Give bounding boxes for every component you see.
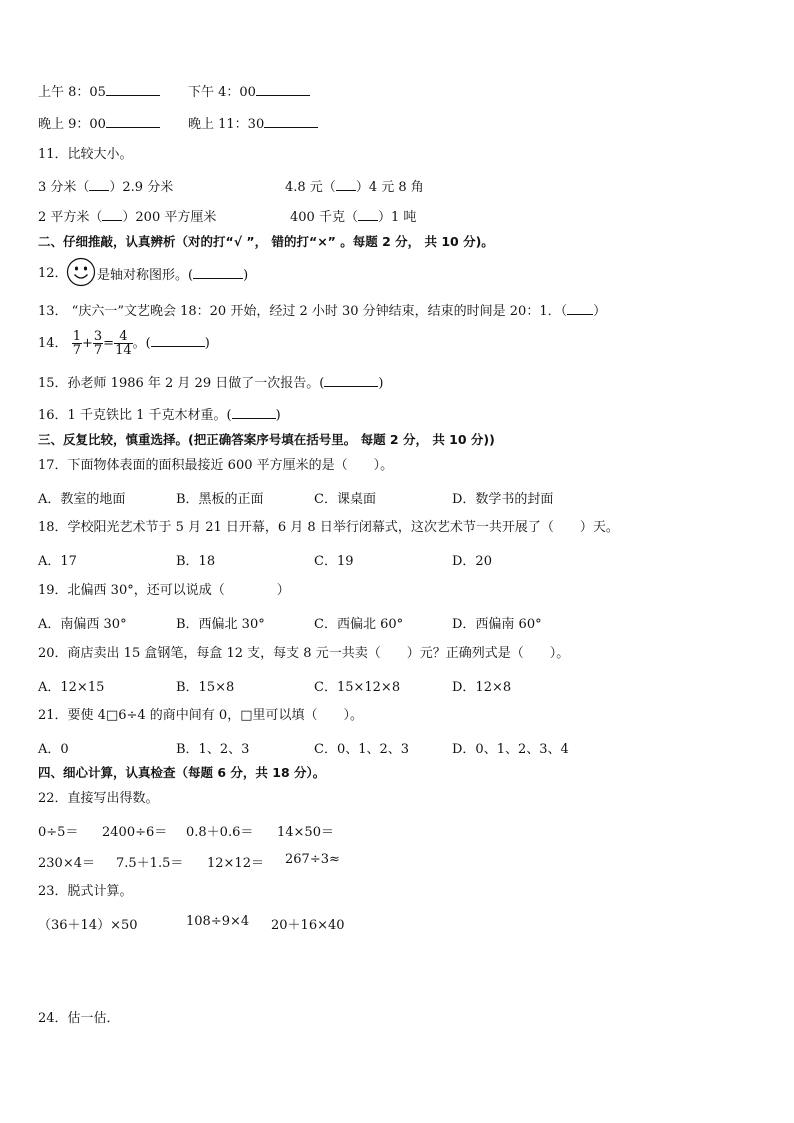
q18-option-c[interactable]: C．19 — [314, 554, 354, 569]
answer-blank[interactable] — [232, 405, 276, 419]
time-row-2 — [38, 114, 160, 134]
q22-item: 7.5＋1.5＝ — [116, 856, 184, 871]
q12-num: 12． — [38, 266, 68, 281]
q22-title: 22．直接写出得数。 — [38, 791, 159, 806]
answer-blank[interactable] — [151, 333, 205, 347]
time-night9-label: 晚上 9：00 — [38, 117, 106, 132]
time-night11-item — [188, 114, 318, 134]
q21-option-d[interactable]: D．0、1、2、3、4 — [452, 742, 569, 757]
q18-option-d[interactable]: D．20 — [452, 554, 492, 569]
q21-option-b[interactable]: B．1、2、3 — [176, 742, 250, 757]
section-3-heading: 三、反复比较，慎重选择。(把正确答案序号填在括号里。 每题 2 分， 共 10 分)) — [38, 432, 495, 447]
time-pm-label: 下午 4：00 — [188, 85, 256, 100]
q22-item: 267÷3≈ — [285, 852, 340, 867]
q22-item: 2400÷6＝ — [102, 825, 168, 840]
time-night11-label: 晚上 11：30 — [188, 117, 265, 132]
q19-option-c[interactable]: C．西偏北 60° — [314, 617, 404, 632]
q17-option-c[interactable]: C．课桌面 — [314, 492, 376, 507]
time-row-1 — [38, 82, 160, 102]
q19-option-b[interactable]: B．西偏北 30° — [176, 617, 265, 632]
q23-item: 20＋16×40 — [271, 918, 345, 933]
smiley-face-icon — [66, 257, 96, 287]
q14-line: 14． $\frac{1}{7}$ + $\frac{3}{7}$ = $\frac{4}{14}$ 。( ) — [38, 329, 210, 358]
q20-option-a[interactable]: A．12×15 — [38, 680, 105, 695]
q23-item: （36＋14）×50 — [38, 918, 138, 933]
answer-blank[interactable] — [106, 114, 160, 128]
q20-option-d[interactable]: D．12×8 — [452, 680, 512, 695]
answer-blank[interactable] — [256, 82, 310, 96]
q11-row2-b: 400 千克（ ）1 吨 — [290, 207, 416, 227]
answer-blank[interactable] — [358, 207, 378, 221]
q11-row1-b: 4.8 元（ ）4 元 8 角 — [285, 177, 424, 197]
answer-blank[interactable] — [193, 265, 243, 279]
q22-item: 12×12＝ — [207, 856, 264, 871]
answer-blank[interactable] — [106, 82, 160, 96]
q22-item: 230×4＝ — [38, 856, 95, 871]
q11-row2-a: 2 平方米（ ）200 平方厘米 — [38, 207, 216, 227]
q18-option-a[interactable]: A．17 — [38, 554, 77, 569]
fraction-3-7: $\frac{3}{7}$ — [93, 329, 103, 358]
q21-option-c[interactable]: C．0、1、2、3 — [314, 742, 410, 757]
q16-line: 16．1 千克铁比 1 千克木材重。( ) — [38, 405, 281, 425]
answer-blank[interactable] — [89, 177, 109, 191]
section-2-heading: 二、仔细推敲，认真辨析（对的打“√ ”， 错的打“×” 。每题 2 分， 共 10 分)。 — [38, 234, 494, 249]
q19-option-a[interactable]: A．南偏西 30° — [38, 617, 127, 632]
q20-stem: 20．商店卖出 15 盒钢笔，每盒 12 支，每支 8 元一共卖（ ）元？正确列式是（ ）。 — [38, 646, 570, 661]
q22-item: 14×50＝ — [277, 825, 334, 840]
q15-line: 15．孙老师 1986 年 2 月 29 日做了一次报告。( ) — [38, 373, 383, 393]
q12-text: 是轴对称图形。( ) — [97, 265, 248, 285]
q17-stem: 17．下面物体表面的面积最接近 600 平方厘米的是（ ）。 — [38, 458, 394, 473]
answer-blank[interactable] — [336, 177, 356, 191]
q21-stem: 21．要使 4□6÷4 的商中间有 0，□里可以填（ ）。 — [38, 708, 363, 723]
q17-option-b[interactable]: B．黑板的正面 — [176, 492, 264, 507]
q20-option-b[interactable]: B．15×8 — [176, 680, 235, 695]
time-pm-item — [188, 82, 310, 102]
fraction-1-7: $\frac{1}{7}$ — [72, 329, 81, 358]
q17-option-a[interactable]: A．教室的地面 — [38, 492, 126, 507]
q19-stem: 19．北偏西 30°，还可以说成（ ） — [38, 583, 290, 598]
q24-title: 24．估一估． — [38, 1011, 120, 1026]
q18-option-b[interactable]: B．18 — [176, 554, 216, 569]
section-4-heading: 四、细心计算，认真检查（每题 6 分，共 18 分）。 — [38, 765, 326, 780]
q20-option-c[interactable]: C．15×12×8 — [314, 680, 401, 695]
q22-item: 0.8＋0.6＝ — [186, 825, 254, 840]
fraction-4-14: $\frac{4}{14}$ — [115, 329, 132, 358]
answer-blank[interactable] — [567, 301, 593, 315]
q18-stem: 18．学校阳光艺术节于 5 月 21 日开幕，6 月 8 日举行闭幕式，这次艺术节一共开展了（ ）天。 — [38, 520, 619, 535]
answer-blank[interactable] — [324, 373, 378, 387]
q22-item: 0÷5＝ — [38, 825, 79, 840]
answer-blank[interactable] — [264, 114, 318, 128]
time-am-label: 上午 8：05 — [38, 85, 106, 100]
q19-option-d[interactable]: D．西偏南 60° — [452, 617, 542, 632]
q23-title: 23．脱式计算。 — [38, 884, 133, 899]
q11-row1-a: 3 分米（ ）2.9 分米 — [38, 177, 173, 197]
q23-item: 108÷9×4 — [186, 914, 250, 929]
answer-blank[interactable] — [102, 207, 122, 221]
q17-option-d[interactable]: D．数学书的封面 — [452, 492, 554, 507]
q13-line: 13． “庆六一”文艺晚会 18：20 开始，经过 2 小时 30 分钟结束，结束的时间是 20：1．（ ） — [38, 301, 606, 321]
q11-title: 11．比较大小。 — [38, 147, 133, 162]
q21-option-a[interactable]: A．0 — [38, 742, 69, 757]
